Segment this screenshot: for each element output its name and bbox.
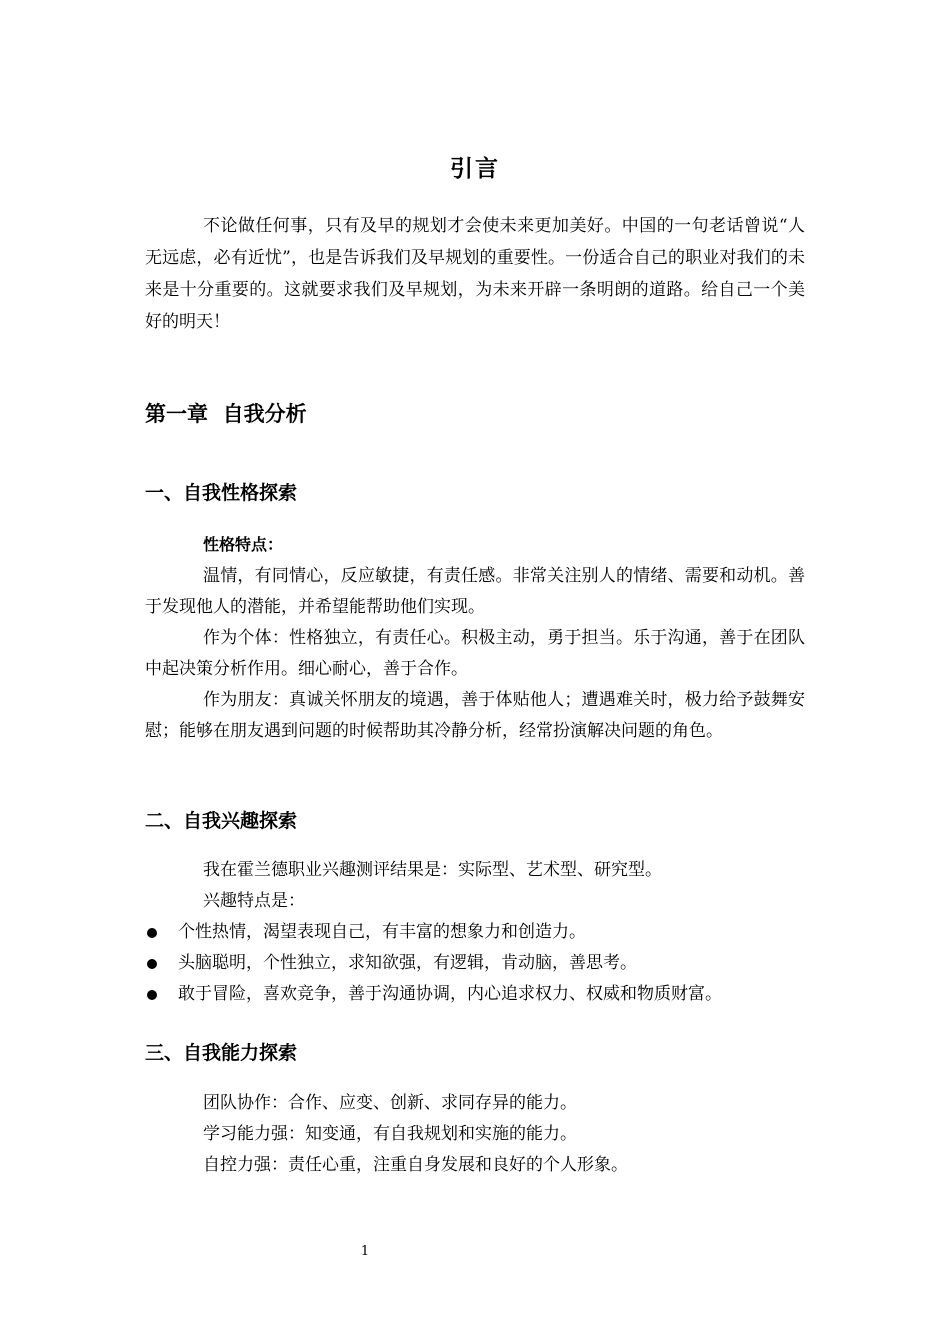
section-heading-interest: 二、自我兴趣探索	[145, 810, 298, 832]
ability-line: 团队协作：合作、应变、创新、求同存异的能力。	[203, 1093, 577, 1113]
interest-result: 我在霍兰德职业兴趣测评结果是：实际型、艺术型、研究型。	[203, 860, 662, 880]
intro-title: 引言	[450, 156, 500, 182]
chapter-title: 第一章 自我分析	[145, 402, 307, 426]
section-heading-ability: 三、自我能力探索	[145, 1042, 298, 1064]
ability-list	[203, 1088, 803, 1181]
ability-line: 学习能力强：知变通，有自我规划和实施的能力。	[203, 1124, 577, 1144]
personality-paragraph: 作为个体：性格独立，有责任心。积极主动，勇于担当。乐于沟通，善于在团队中起决策分析作用。细心耐心，善于合作。	[145, 628, 805, 679]
page-number: 1	[360, 1244, 370, 1259]
list-item	[145, 917, 805, 948]
list-item	[145, 979, 805, 1010]
bullet-dot-icon	[147, 959, 157, 969]
interest-bullet-list	[145, 917, 805, 1010]
bullet-dot-icon	[147, 990, 157, 1000]
list-item-text: 敢于冒险，喜欢竞争，善于沟通协调，内心追求权力、权威和物质财富。	[178, 984, 722, 1004]
ability-line: 自控力强：责任心重，注重自身发展和良好的个人形象。	[203, 1155, 628, 1175]
list-item-text: 个性热情，渴望表现自己，有丰富的想象力和创造力。	[178, 922, 586, 942]
list-item	[145, 948, 805, 979]
personality-block	[145, 529, 805, 747]
personality-paragraph: 作为朋友：真诚关怀朋友的境遇，善于体贴他人；遭遇难关时，极力给予鼓舞安慰；能够在朋友遇到问题的时候帮助其冷静分析，经常扮演解决问题的角色。	[145, 690, 805, 741]
intro-paragraph: 不论做任何事，只有及早的规划才会使未来更加美好。中国的一句老话曾说“人无远虑，必有近忧”，也是告诉我们及早规划的重要性。一份适合自己的职业对我们的未来是十分重要的。这就要求我们及早规划，为未来开辟一条明朗的道路。给自己一个美好的明天！	[145, 216, 805, 332]
personality-paragraph: 温情，有同情心，反应敏捷，有责任感。非常关注别人的情绪、需要和动机。善于发现他人的潜能，并希望能帮助他们实现。	[145, 566, 805, 617]
interest-traits-label: 兴趣特点是：	[203, 891, 305, 911]
interest-intro	[203, 855, 803, 917]
bullet-dot-icon	[147, 928, 157, 938]
list-item-text: 头脑聪明，个性独立，求知欲强，有逻辑，肯动脑，善思考。	[178, 953, 637, 973]
section-heading-personality: 一、自我性格探索	[145, 482, 298, 504]
personality-subheading: 性格特点：	[203, 535, 284, 554]
